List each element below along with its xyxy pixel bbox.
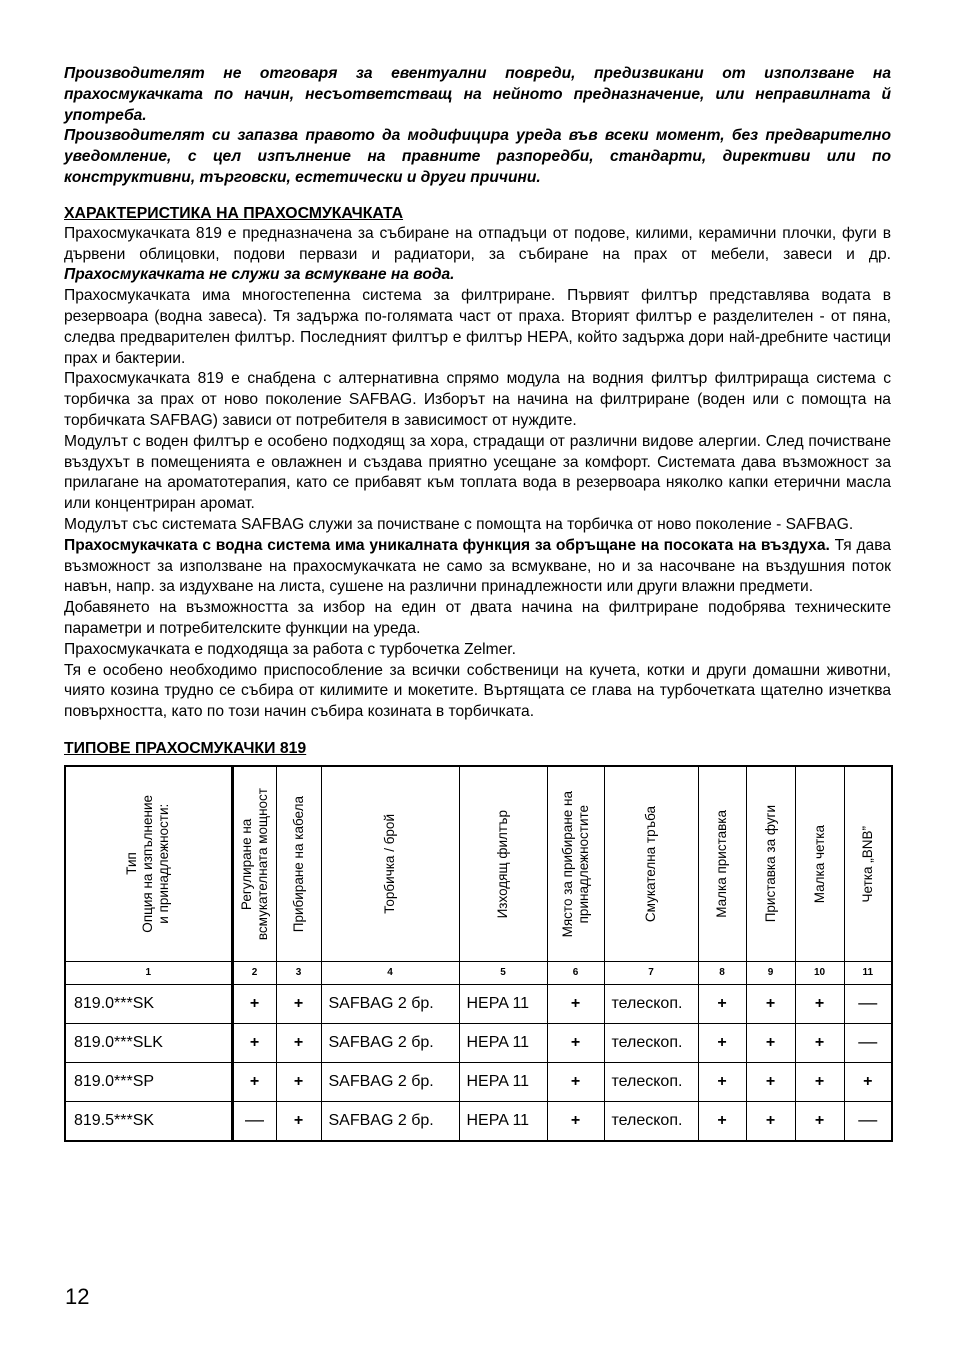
table-row	[65, 1101, 892, 1141]
table-cell: HEPA 11	[459, 984, 547, 1023]
table-cell: +	[795, 1101, 844, 1141]
header-label: Смукателна тръба	[643, 805, 658, 922]
header-label: Прибиране на кабела	[290, 795, 306, 933]
features-paragraph-7: Добавянето на възможността за избор на един от двата начина на филтриране подобрява техническите параметри и потребителските функции на уреда.	[64, 599, 891, 637]
table-cell: +	[746, 984, 795, 1023]
water-warning: Прахосмукачката не служи за всмукване на вода.	[64, 266, 455, 284]
header-label: Приставка за фуги	[762, 805, 778, 923]
disclaimer-modification: Производителят си запазва правото да модифицира уреда във всеки момент, без предварително уведомление, с цел изпълнение на правните разпоредби, стандарти, директиви или по конструктивни, търговски, естетически и други причини.	[64, 127, 891, 186]
table-cell: телескоп.	[604, 984, 698, 1023]
header-label: Регулиране на всмукателната мощност	[238, 787, 270, 940]
table-cell: +	[276, 984, 321, 1023]
features-paragraph-9: Тя е особено необходимо приспособление за всички собственици на кучета, котки и други домашни животни, чиято козина трудно се събира от килимите и мокетите. Въртящата се глава на турбочетката щателно изчетква повърхността, като по този начин събира козината в торбичката.	[64, 661, 891, 721]
features-paragraph-3: Прахосмукачката 819 е снабдена с алтернативна спрямо модула на водния филтър филтрираща система с торбичка за прах от ново поколение SAFBAG. Изборът на начина на филтриране (воден или с помощта на торбичката SAFBAG) зависи от потребителя в зависимост от нуждите.	[64, 370, 891, 429]
type-model-cell: 819.0***SK	[65, 984, 232, 1023]
types-heading: ТИПОВЕ ПРАХОСМУКАЧКИ 819	[64, 739, 307, 757]
table-cell: —	[844, 984, 892, 1023]
table-cell: +	[746, 1062, 795, 1101]
features-paragraph-1	[64, 224, 891, 286]
table-cell: +	[844, 1062, 892, 1101]
table-cell: +	[276, 1023, 321, 1062]
column-number: 11	[844, 961, 892, 984]
page-content	[64, 64, 891, 1142]
header-suction-tube	[604, 766, 698, 962]
header-label: Изходящ филтър	[495, 809, 510, 919]
table-cell: телескоп.	[604, 1023, 698, 1062]
column-number: 1	[65, 961, 232, 984]
table-cell: +	[698, 1023, 746, 1062]
table-row	[65, 1023, 892, 1062]
header-small-nozzle	[698, 766, 746, 962]
header-bnb-brush	[844, 766, 892, 962]
table-cell: +	[232, 1023, 276, 1062]
header-suction-power	[232, 766, 276, 962]
table-cell: +	[795, 984, 844, 1023]
table-cell: +	[698, 1062, 746, 1101]
table-cell: HEPA 11	[459, 1023, 547, 1062]
table-cell: +	[276, 1101, 321, 1141]
features-paragraph-4: Модулът с воден филтър е особено подходящ за хора, страдащи от различни видове алергии. След почистване въздухът в помещенията е овлажнен и създава приятно усещане за комфорт. Системата дава възможност за прилагане на ароматотерапия, като се прибавят към топлата вода в резервоара няколко капки етерични масла или концентриран аромат.	[64, 432, 891, 513]
type-rows	[65, 984, 892, 1141]
table-cell: SAFBAG 2 бр.	[321, 1062, 459, 1101]
header-exhaust-filter	[459, 766, 547, 962]
table-cell: +	[547, 1023, 604, 1062]
table-cell: HEPA 11	[459, 1062, 547, 1101]
table-cell: +	[746, 1101, 795, 1141]
column-number: 2	[232, 961, 276, 984]
features-p1-text: Прахосмукачката 819 е предназначена за събиране на отпадъци от подове, килими, керамични плочки, фуги в дървени облицовки, подови первази и радиатори, за събиране на прах от мебели, завеси и др.	[64, 224, 891, 263]
table-row	[65, 984, 892, 1023]
table-cell: SAFBAG 2 бр.	[321, 1023, 459, 1062]
column-number: 10	[795, 961, 844, 984]
vacuum-types-table	[64, 765, 893, 1142]
column-number: 3	[276, 961, 321, 984]
header-label: Място за прибиране на принадлежностите	[559, 790, 591, 938]
features-p6-text: Тя дава възможност за използване на прахосмукачката не само за всмукване, но и за насочване на въздушния поток навън, напр. за издухване на листа, сушене на различни принадлежности или други влажни предмети.	[64, 536, 891, 596]
type-model-cell: 819.0***SLK	[65, 1023, 232, 1062]
features-paragraph-8: Прахосмукачката е подходяща за работа с турбочетка Zelmer.	[64, 640, 516, 658]
table-cell: +	[795, 1062, 844, 1101]
table-cell: —	[232, 1101, 276, 1141]
header-label: Малка приставка	[714, 810, 729, 918]
header-bag-count	[321, 766, 459, 962]
table-row	[65, 1062, 892, 1101]
header-accessory-storage	[547, 766, 604, 962]
manufacturer-disclaimer	[64, 64, 891, 189]
page-number: 12	[65, 1284, 90, 1309]
header-label: Тип Опция на изпълнение и принадлежности:	[124, 795, 172, 933]
table-cell: SAFBAG 2 бр.	[321, 1101, 459, 1141]
features-paragraph-5: Модулът със системата SAFBAG служи за почистване с помощта на торбичка от ново поколение - SAFBAG.	[64, 515, 854, 533]
table-cell: —	[844, 1023, 892, 1062]
header-crevice-nozzle	[746, 766, 795, 962]
column-number: 8	[698, 961, 746, 984]
table-cell: телескоп.	[604, 1062, 698, 1101]
header-small-brush	[795, 766, 844, 962]
table-cell: +	[547, 1062, 604, 1101]
type-model-cell: 819.0***SP	[65, 1062, 232, 1101]
table-cell: +	[698, 1101, 746, 1141]
type-model-cell: 819.5***SK	[65, 1101, 232, 1141]
column-number-row	[65, 961, 892, 984]
features-paragraph-2: Прахосмукачката има многостепенна система за филтриране. Първият филтър представлява водата в резервоара (водна завеса). Тя задържа по-голямата част от праха. Вторият филтър е разделителен - от пяна, следва предварителен филтър. Последният филтър е филтър HEPA, който задържа дори най-дребните частици прах и бактерии.	[64, 287, 891, 367]
table-cell: +	[547, 984, 604, 1023]
column-number: 4	[321, 961, 459, 984]
table-cell: —	[844, 1101, 892, 1141]
column-number: 7	[604, 961, 698, 984]
table-cell: +	[795, 1023, 844, 1062]
table-cell: +	[232, 984, 276, 1023]
table-cell: SAFBAG 2 бр.	[321, 984, 459, 1023]
column-number: 6	[547, 961, 604, 984]
header-label: Торбичка / брой	[382, 814, 397, 914]
header-cord-rewind	[276, 766, 321, 962]
airflow-reversal-highlight: Прахосмукачката с водна система има уникалната функция за обръщане на посоката на въздуха.	[64, 536, 830, 554]
table-cell: +	[547, 1101, 604, 1141]
features-heading: ХАРАКТЕРИСТИКА НА ПРАХОСМУКАЧКАТА	[64, 204, 404, 222]
column-number: 9	[746, 961, 795, 984]
header-label: Четка „BNB”	[859, 825, 875, 903]
table-cell: HEPA 11	[459, 1101, 547, 1141]
table-cell: телескоп.	[604, 1101, 698, 1141]
header-type-option	[65, 766, 232, 962]
table-cell: +	[746, 1023, 795, 1062]
header-label: Малка четка	[811, 824, 827, 904]
table-cell: +	[698, 984, 746, 1023]
table-cell: +	[276, 1062, 321, 1101]
column-number: 5	[459, 961, 547, 984]
disclaimer-liability: Производителят не отговаря за евентуални повреди, предизвикани от използване на прахосмукачката по начин, несъответстващ на нейното предназначение, или неправилната й употреба.	[64, 65, 891, 124]
features-paragraph-6	[64, 536, 891, 598]
table-cell: +	[232, 1062, 276, 1101]
